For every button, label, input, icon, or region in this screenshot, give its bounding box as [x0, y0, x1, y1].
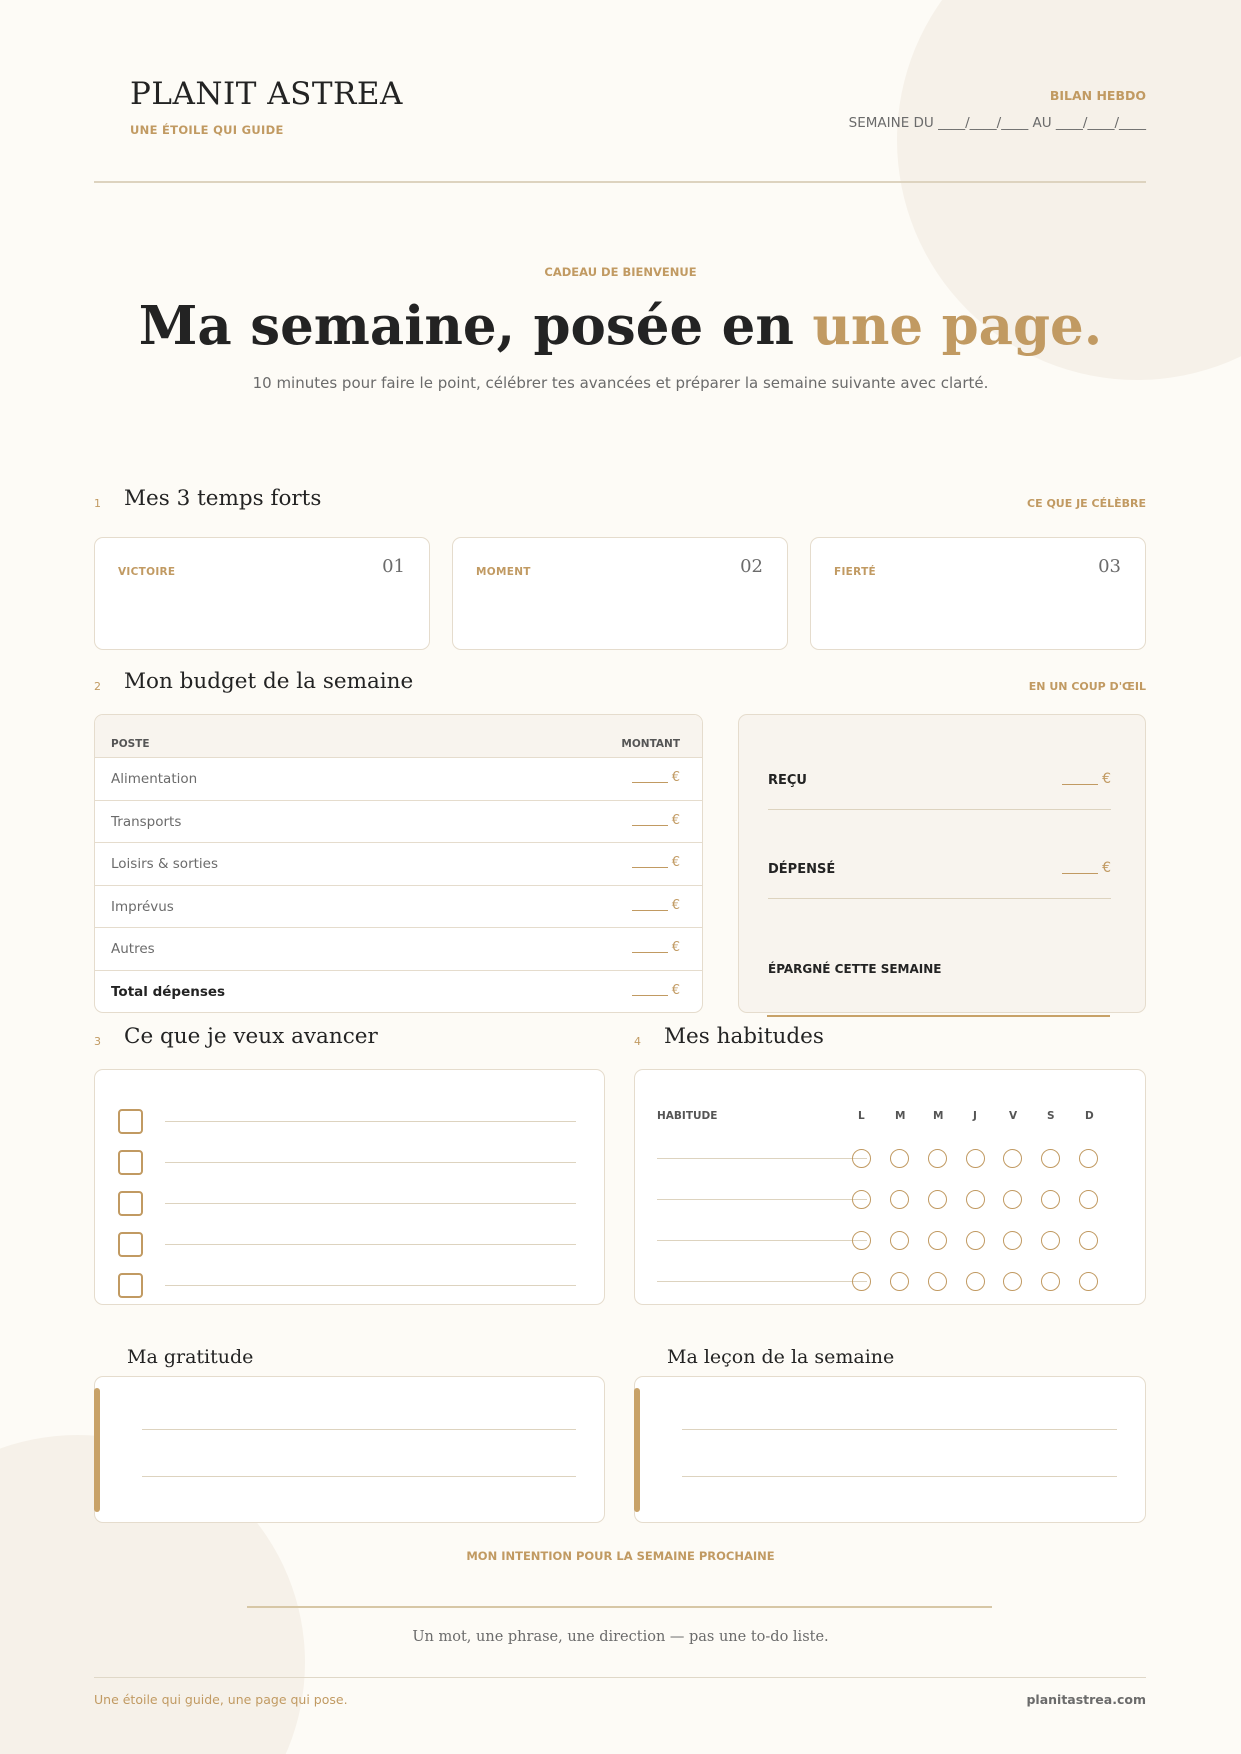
section-3-number: 3 — [94, 1035, 101, 1048]
budget-table — [94, 714, 703, 1013]
habit-check-circle[interactable] — [928, 1231, 947, 1250]
budget-row — [95, 758, 702, 801]
card-label: MOMENT — [476, 566, 531, 578]
habit-check-circle[interactable] — [852, 1149, 871, 1168]
brand-tagline: UNE ÉTOILE QUI GUIDE — [130, 123, 284, 137]
section-1-title: Mes 3 temps forts — [124, 486, 322, 511]
day-header: L — [858, 1110, 865, 1122]
checkbox[interactable] — [118, 1150, 143, 1175]
highlight-card-1[interactable] — [94, 537, 430, 650]
card-label: VICTOIRE — [118, 566, 176, 578]
habit-column-header: HABITUDE — [657, 1110, 718, 1122]
footer-divider — [94, 1677, 1146, 1678]
writing-line — [142, 1429, 576, 1430]
habit-name-line[interactable] — [657, 1281, 867, 1282]
habit-check-circle[interactable] — [1041, 1231, 1060, 1250]
habit-check-circle[interactable] — [1079, 1190, 1098, 1209]
saved-amount-line[interactable] — [767, 1015, 1110, 1017]
amount-field[interactable]: € — [632, 770, 680, 785]
habit-check-circle[interactable] — [1003, 1149, 1022, 1168]
footer-slogan: Une étoile qui guide, une page qui pose. — [94, 1692, 348, 1707]
goal-line[interactable] — [165, 1162, 576, 1163]
amount-field[interactable]: € — [632, 855, 680, 870]
habit-check-circle[interactable] — [1003, 1190, 1022, 1209]
spent-amount-field[interactable]: € — [1062, 860, 1111, 876]
page-title-accent: une page. — [812, 295, 1103, 357]
habit-check-circle[interactable] — [966, 1190, 985, 1209]
page-title-main: Ma semaine, posée en — [138, 295, 813, 357]
section-1-note: CE QUE JE CÉLÈBRE — [1027, 497, 1146, 510]
hero-eyebrow: CADEAU DE BIENVENUE — [544, 265, 697, 279]
habit-check-circle[interactable] — [1003, 1231, 1022, 1250]
writing-line — [682, 1429, 1117, 1430]
day-header: M — [933, 1110, 944, 1122]
intention-label: MON INTENTION POUR LA SEMAINE PROCHAINE — [466, 1549, 775, 1563]
habit-check-circle[interactable] — [890, 1272, 909, 1291]
habit-check-circle[interactable] — [1079, 1272, 1098, 1291]
habit-check-circle[interactable] — [966, 1149, 985, 1168]
day-header: V — [1009, 1110, 1018, 1122]
card-number: 01 — [382, 556, 405, 577]
writing-line — [142, 1476, 576, 1477]
card-number: 03 — [1098, 556, 1121, 577]
goals-checklist — [94, 1069, 605, 1305]
total-amount-field[interactable]: € — [632, 983, 680, 998]
header-divider — [94, 181, 1146, 183]
intention-hint: Un mot, une phrase, une direction — pas une to-do liste. — [412, 1629, 829, 1645]
section-4-title: Mes habitudes — [664, 1024, 824, 1049]
habit-check-circle[interactable] — [890, 1190, 909, 1209]
summary-divider — [768, 809, 1111, 810]
budget-total-row — [95, 971, 702, 1014]
gratitude-title: Ma gratitude — [127, 1346, 254, 1368]
document-label: BILAN HEBDO — [1049, 88, 1146, 103]
footer-website: planitastrea.com — [1026, 1692, 1146, 1707]
highlight-card-2[interactable] — [452, 537, 788, 650]
goal-line[interactable] — [165, 1121, 576, 1122]
habit-check-circle[interactable] — [890, 1149, 909, 1168]
goal-line[interactable] — [165, 1203, 576, 1204]
day-header: M — [895, 1110, 906, 1122]
lesson-title: Ma leçon de la semaine — [667, 1346, 895, 1368]
spent-label: DÉPENSÉ — [768, 862, 836, 877]
budget-row-label: Imprévus — [111, 898, 174, 915]
habit-check-circle[interactable] — [1041, 1149, 1060, 1168]
section-2-title: Mon budget de la semaine — [124, 669, 414, 694]
goal-line[interactable] — [165, 1244, 576, 1245]
goal-line[interactable] — [165, 1285, 576, 1286]
habit-check-circle[interactable] — [852, 1231, 871, 1250]
section-3-title: Ce que je veux avancer — [124, 1024, 378, 1049]
day-header: S — [1047, 1110, 1055, 1122]
budget-row — [95, 843, 702, 886]
column-header-poste: POSTE — [111, 738, 150, 750]
budget-row-label: Loisirs & sorties — [111, 856, 218, 872]
amount-field[interactable]: € — [632, 813, 680, 828]
amount-field[interactable]: € — [632, 940, 680, 955]
page-title — [0, 295, 1241, 357]
highlight-card-3[interactable] — [810, 537, 1146, 650]
section-2-number: 2 — [94, 680, 101, 693]
budget-row — [95, 801, 702, 844]
habit-check-circle[interactable] — [928, 1190, 947, 1209]
habit-name-line[interactable] — [657, 1240, 867, 1241]
habit-check-circle[interactable] — [1041, 1190, 1060, 1209]
section-2-note: EN UN COUP D'ŒIL — [1028, 680, 1146, 693]
habit-check-circle[interactable] — [890, 1231, 909, 1250]
checkbox[interactable] — [118, 1273, 143, 1298]
habit-check-circle[interactable] — [928, 1272, 947, 1291]
accent-bar — [94, 1388, 100, 1512]
budget-table-header — [95, 715, 702, 758]
budget-total-label: Total dépenses — [111, 983, 226, 1000]
habit-tracker — [634, 1069, 1146, 1305]
habit-check-circle[interactable] — [928, 1149, 947, 1168]
budget-summary-panel — [738, 714, 1146, 1013]
habit-check-circle[interactable] — [852, 1272, 871, 1291]
card-label: FIERTÉ — [834, 566, 877, 578]
habit-check-circle[interactable] — [1041, 1272, 1060, 1291]
checkbox[interactable] — [118, 1191, 143, 1216]
habit-check-circle[interactable] — [966, 1272, 985, 1291]
habit-check-circle[interactable] — [1079, 1149, 1098, 1168]
day-header: J — [973, 1110, 977, 1122]
checkbox[interactable] — [118, 1232, 143, 1257]
section-4-number: 4 — [634, 1035, 641, 1048]
card-number: 02 — [740, 556, 763, 577]
checkbox[interactable] — [118, 1109, 143, 1134]
received-amount-field[interactable]: € — [1062, 771, 1111, 787]
habit-check-circle[interactable] — [966, 1231, 985, 1250]
budget-row — [95, 928, 702, 971]
budget-row-label: Transports — [111, 813, 182, 830]
page-subtitle: 10 minutes pour faire le point, célébrer tes avancées et préparer la semaine suivante avec clarté. — [252, 374, 989, 392]
column-header-montant: MONTANT — [621, 738, 680, 750]
intention-line[interactable] — [247, 1606, 992, 1608]
budget-row-label: Autres — [111, 941, 155, 957]
section-1-number: 1 — [94, 497, 101, 510]
habit-check-circle[interactable] — [1079, 1231, 1098, 1250]
habit-check-circle[interactable] — [852, 1190, 871, 1209]
amount-field[interactable]: € — [632, 898, 680, 913]
week-range-field[interactable]: SEMAINE DU ____/____/____ AU ____/____/____ — [848, 115, 1146, 131]
day-header: D — [1085, 1110, 1094, 1122]
received-label: REÇU — [768, 773, 807, 788]
habit-name-line[interactable] — [657, 1199, 867, 1200]
habit-name-line[interactable] — [657, 1158, 867, 1159]
saved-label: ÉPARGNÉ CETTE SEMAINE — [768, 962, 942, 976]
habit-check-circle[interactable] — [1003, 1272, 1022, 1291]
accent-bar — [634, 1388, 640, 1512]
budget-row — [95, 886, 702, 929]
gratitude-box[interactable] — [94, 1376, 605, 1523]
budget-row-label: Alimentation — [111, 771, 198, 787]
lesson-box[interactable] — [634, 1376, 1146, 1523]
summary-divider — [768, 898, 1111, 899]
brand-name: PLANIT ASTREA — [130, 76, 403, 112]
writing-line — [682, 1476, 1117, 1477]
